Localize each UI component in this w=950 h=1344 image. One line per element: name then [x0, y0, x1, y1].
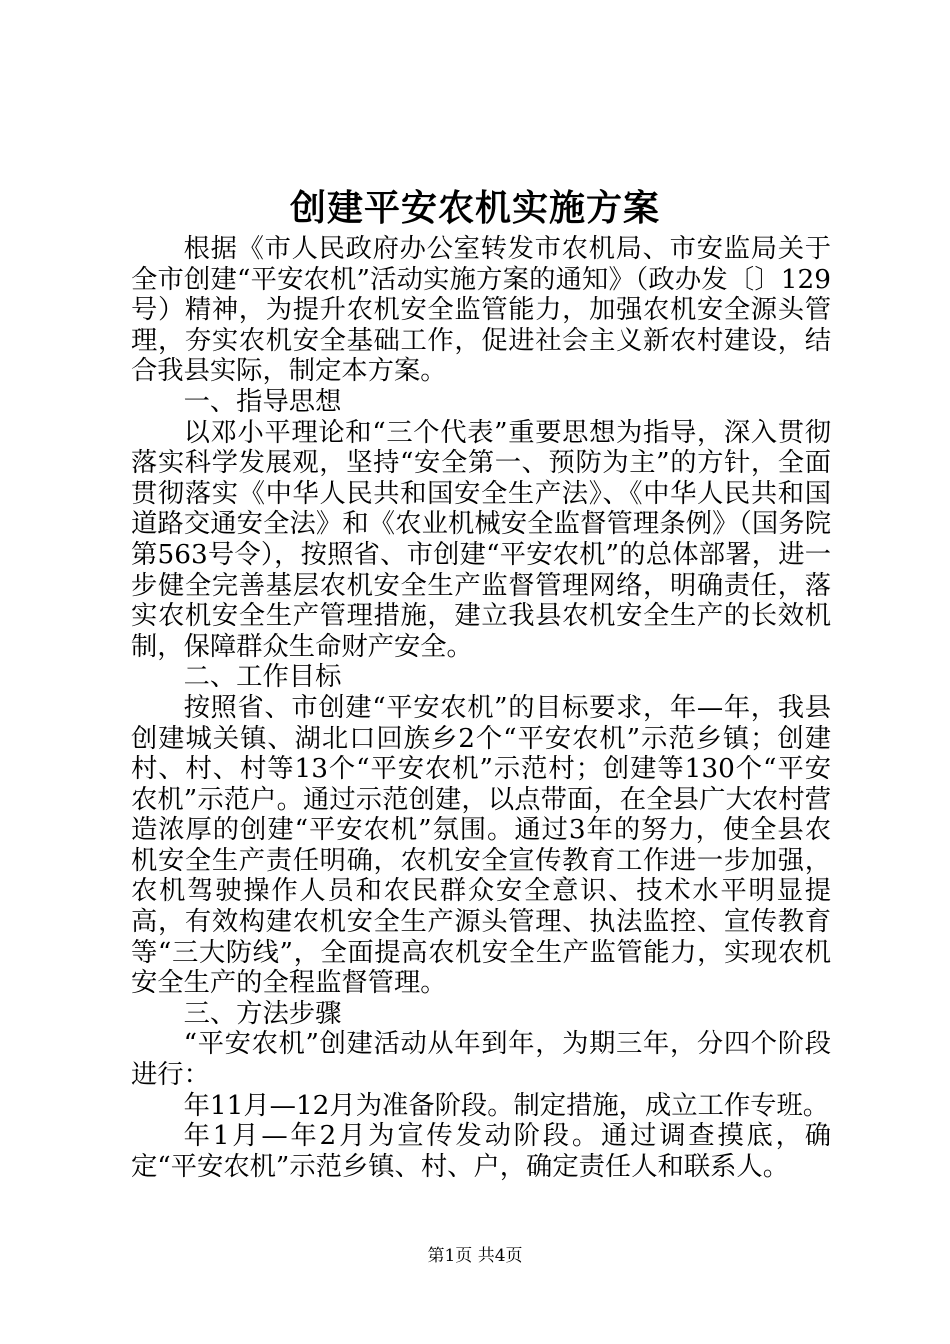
- section-heading-methods-steps: 三、方法步骤: [183, 998, 342, 1029]
- preparation-stage-paragraph: 年11月—12月为准备阶段。制定措施，成立工作专班。: [183, 1090, 830, 1121]
- section-heading-guiding-ideology: 一、指导思想: [183, 386, 342, 417]
- section-heading-work-goals: 二、工作目标: [183, 662, 342, 693]
- document-title: 创建平安农机实施方案: [289, 187, 660, 229]
- work-goals-paragraph: 按照省、市创建“平安农机”的目标要求，年—年，我县创建城关镇、湖北口回族乡2个“平安农机”示范乡镇；创建村、村、村等13个“平安农机”示范村；创建等130个“平安农机”示范户。通过示范创建，以点带面，在全县广大农村营造浓厚的创建“平安农机”氛围。通过3年的努力，使全县农机安全生产责任明确，农机安全宣传教育工作进一步加强，农机驾驶操作人员和农民群众安全意识、技术水平明显提高，有效构建农机安全生产源头管理、执法监控、宣传教育等“三大防线”，全面提高农机安全生产监管能力，实现农机安全生产的全程监督管理。: [131, 692, 831, 999]
- guiding-ideology-paragraph: 以邓小平理论和“三个代表”重要思想为指导，深入贯彻落实科学发展观，坚持“安全第一、预防为主”的方针，全面贯彻落实《中华人民共和国安全生产法》、《中华人民共和国道路交通安全法》和《农业机械安全监督管理条例》（国务院第563号令），按照省、市创建“平安农机”的总体部署，进一步健全完善基层农机安全生产监督管理网络，明确责任，落实农机安全生产管理措施，建立我县农机安全生产的长效机制，保障群众生命财产安全。: [131, 417, 831, 662]
- intro-paragraph: 根据《市人民政府办公室转发市农机局、市安监局关于全市创建“平安农机”活动实施方案的通知》（政办发〔〕129号）精神，为提升农机安全监管能力，加强农机安全源头管理，夯实农机安全基础工作，促进社会主义新农村建设，结合我县实际，制定本方案。: [131, 234, 831, 387]
- methods-steps-paragraph: “平安农机”创建活动从年到年，为期三年，分四个阶段进行：: [131, 1029, 831, 1091]
- publicity-stage-paragraph: 年1月—年2月为宣传发动阶段。通过调查摸底，确定“平安农机”示范乡镇、村、户，确定责任人和联系人。: [131, 1121, 831, 1182]
- document-body: [131, 234, 831, 1182]
- page-footer: 第1页 共4页: [427, 1246, 523, 1266]
